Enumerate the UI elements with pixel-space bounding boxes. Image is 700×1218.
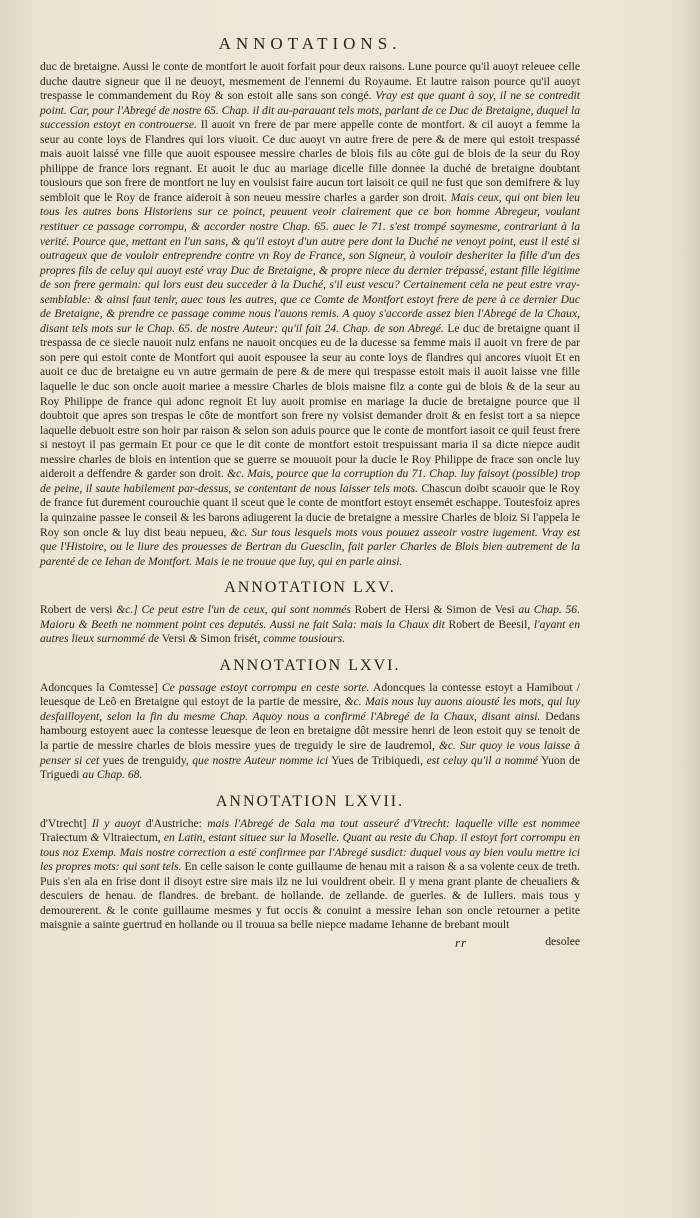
quoted-text-run: Adoncques la contesse estoyt a Hamibout / leuesque de Leô en Bretaigne qui estoyt de la partie de messire, [40, 680, 580, 709]
quoted-text-run: Il auoit vn frere de par mere appelle conte de montfort. & cil auoyt a femme la seur au conte loys de Flandres qui lors viuoit. Ce duc auoyt vn autre frere de pere & de mere qui estoit trespassé mais auoit laissé vne fille que auoit espousee messire charles de blois fils au côte gui de blois de la seur du Roy philippe de france lors regnant. Et auoit le duc au mariage dicelle fille donnee la duché de bretaigne doubtant tousiours que son frere de montfort ne luy en voulsist faire aucun tort laisoit ce quil ne fust que son demifrere & luy sembloit que le Roy de france aideroit à son neueu messire charles a garder son droit. [40, 118, 580, 204]
body-text [40, 60, 580, 933]
italic-commentary-run: & [188, 632, 198, 646]
italic-commentary-run: l'ayant en autres lieux surnommé de [40, 617, 580, 646]
quoted-text-run: Dedans hambourg estoyent auec la contesse leuesque de leon en bretaigne dôt messire henri de leon estoit quy se tenoit de la partie de messire charles de blois messire yues de treguidy le sire de laudremol, [40, 709, 580, 752]
annotation-paragraph [40, 603, 580, 647]
quoted-text-run: Simon frisét, [197, 632, 264, 646]
italic-commentary-run: mais l'Abregé de Sala ma tout asseuré d'Vtrecht: laquelle ville est nommee [207, 816, 580, 830]
signature-mark: rr [455, 934, 468, 950]
quoted-text-run: Chascun doibt scauoir que le Roy de france fut durement courouchie quant il sceut que le conte de montfort estoyt ensemét eschappe. Toutesfoiz apres la quinzaine passee le conseil & les barons adiugerent la ducie de bretaigne a messire Charles de bloiz Si l'appela le Roy son oncle & luy dist beau nepueu, [40, 481, 580, 539]
annotation-heading: ANNOTATION LXV. [224, 579, 396, 597]
italic-commentary-run: Vray est que quant à soy, il ne se contredit point. Car, pour l'Abregé de nostre 65. Chap. il dit au-parauant tels mots, parlant de ce Duc de Bretaigne, duquel la succession estoyt en controuerse. [40, 89, 580, 132]
quoted-text-run: d'Vtrecht] [40, 816, 92, 830]
annotation-heading: ANNOTATION LXVI. [219, 656, 401, 674]
annotation-paragraph [40, 60, 580, 569]
italic-commentary-run: au Chap. 56. Maioru & Beeth ne nomment point ces deputés. Aussi ne fait Sala: mais la Chaux dit [40, 603, 581, 631]
italic-commentary-run: &c.] Ce peut estre l'un de ceux, qui sont nommés [116, 603, 351, 617]
annotation-paragraph [40, 817, 580, 933]
quoted-text-run: yues de trenguidy, [99, 753, 193, 767]
quoted-text-run: En celle saison le conte guillaume de henau mit a raison & a sa volente ceux de treth. Puis s'en ala en frise dont il disoyt estre sire mais ilz ne lui vouldrent obeir. Il y mena grant plante de cheualiers & descuiers de henau. de flandres. de brebant. de hollande. de zellande. de guerles. & de Iullers. mais tous y demourerent. & le conte guillaume mesmes y fut occis & conuint a messire Iehan son oncle retourner a petite maisgnie a sainte guertrud en hollande ou il trouua sa belle niepce madame Iehanne de brebant moult [40, 860, 580, 932]
italic-commentary-run: &c. Sur quoy ie vous laisse à penser si cet [40, 738, 581, 767]
annotation-paragraph [40, 681, 580, 783]
annotation-heading: ANNOTATION LXVII. [215, 792, 405, 810]
quoted-text-run: Yuon de Triguedi [40, 753, 581, 782]
italic-commentary-run: Mais ceux, qui ont bien leu tous les autres bons Historiens sur ce poinct, peuuent veoir clairement que ce bon homme Abregeur, voulant restituer ce passage corrompu, & accorder nostre Chap. 65. auec le 71. s'est trompé soymesme, contrariant à la verité. Pource que, mettant en l'un sans, & qu'il estoyt d'un autre pere dont la Duché ne venoyt point, eust il esté si outrageux que de vouloir entreprendre contre vn Roy de France, son Signeur, à vouloir desheriter la fille d'un des propres fils de celuy qui auoyt esté vray Duc de Bretaigne, & propre niece du dernier trépassé, estant fille légitime de son frere germain: qui lors eust deu succeder à la Duché, s'il eust vescu? Certainement cela ne peut estre vray-semblable: & ainsi faut tenir, auec tous les autres, que ce Comte de Montfort estoyt frere de pere à ce dernier Duc de Bretaigne, & prendre ce passage comme nous l'auons remis. A quoy s'accorde assez bien l'Abregé de la Chaux, disant tels mots sur le Chap. 65. de nostre Auteur: qu'il fait 24. Chap. de son Abregé. [40, 190, 580, 335]
quoted-text-run: Adoncques la Comtesse] [40, 680, 162, 694]
italic-commentary-run: &c. Mais, pource que la corruption du 71. Chap. luy faisoyt (possible) trop de peine, il saute habilement par-dessus, se contentant de nous laisser tels mots. [40, 467, 580, 495]
quoted-text-run: Versi [159, 632, 189, 646]
italic-commentary-run: &c. Mais nous luy auons aiousté les mots, qui luy desfailloyent, selon la fin du mesme Chap. Aquoy nous a confirmé l'Abregé de la Chaux, disant ainsi. [40, 695, 580, 723]
italic-commentary-run: en Latin, estant situee sur la Moselle. Quant au reste du Chap. il estoyt fort corrompu en tous noz Exemp. Mais nostre correction a esté confirmee par l'Abregé susdict: duquel vous ay bien voulu mettre ici les propres mots: qui sont tels. [40, 831, 580, 874]
catchword: desolee [545, 934, 580, 948]
page-footer [40, 935, 580, 951]
quoted-text-run: Le duc de bretaigne quant il trespassa de ce siecle nauoit nulz enfans ne nauoit oncques eu de la ducesse sa femme mais il auoit vn frere de par son pere qui estoit conte de Montfort qui auoit espousee la seur au conte loys de flandres qui ancores viuoit Et en auoit ce duc de bretaigne eu vn autre germain de pere & de mere qui trespasse estoit mais il auoit laisse vne fille laquelle le duc son oncle auoit mariee a messire Charles de blois maisne filz a conte gui de blois & de la seur au Roy Philippe de france qui adonc regnoit Et luy auoit promise en mariage la ducie de bretaigne pource que il doubtoit que apres son trespas le côte de montfort son frere ny volsist demander droit & en fesist tort a sa niepce laquelle debuoit estre son hoir par raison & selon son aduis pource que le conte de montfort iasoit ce quil feust frere si nestoyt il pas germain Et pour ce que le dit conte de montfort estoit trespuissant maria il sa dicte niepce audit messire charles de blois en intention que se guerre se mouuoit pour la ducie le Roy Philippe de frace son oncle luy aideroit a deffendre & garder son droit. [40, 321, 580, 481]
quoted-text-run: d'Austriche: [140, 816, 208, 830]
quoted-text-run: Robert de Beesil, [444, 617, 534, 631]
quoted-text-run: Traiectum [40, 831, 91, 845]
quoted-text-run: duc de bretaigne. Aussi le conte de montfort le auoit forfait pour deux raisons. Lune pource qu'il auoyt releuee celle duche dautre signeur que il ne deuoyt, mesmement de l'ennemi du Royaume. Et lautre raison pource qu'il auoyt trespasse le commandement du Roy & son estoit alle sans son congé. [40, 60, 580, 103]
running-head: ANNOTATIONS. [218, 34, 402, 53]
italic-commentary-run: est celuy qu'il a nommé [426, 753, 538, 767]
italic-commentary-run: & [90, 831, 100, 845]
quoted-text-run: Vltraiectum, [99, 831, 164, 845]
quoted-text-run: Robert de versi [40, 603, 117, 617]
italic-commentary-run: &c. Sur tous lesquels mots vous pouuez asseoir vostre iugement. Vray est que l'Histoire, ou le liure des prouesses de Bertran du Guesclin, fait parler Charles de Blois bien autrement de la parenté de ce Iehan de Montfort. Mais ie ne trouue que luy, qui en parle ainsi. [40, 525, 581, 568]
italic-commentary-run: que nostre Auteur nomme ici [192, 753, 329, 767]
italic-commentary-run: au Chap. 68. [82, 768, 143, 782]
italic-commentary-run: comme tousiours. [263, 632, 345, 646]
page-edge-shadow [678, 0, 700, 1218]
italic-commentary-run: Ce passage estoyt corrompu en ceste sorte. [161, 680, 370, 694]
quoted-text-run: Robert de Hersi & Simon de Vesi [350, 603, 519, 617]
quoted-text-run: Yues de Tribiquedi, [328, 753, 427, 767]
italic-commentary-run: Il y auoyt [91, 816, 141, 830]
